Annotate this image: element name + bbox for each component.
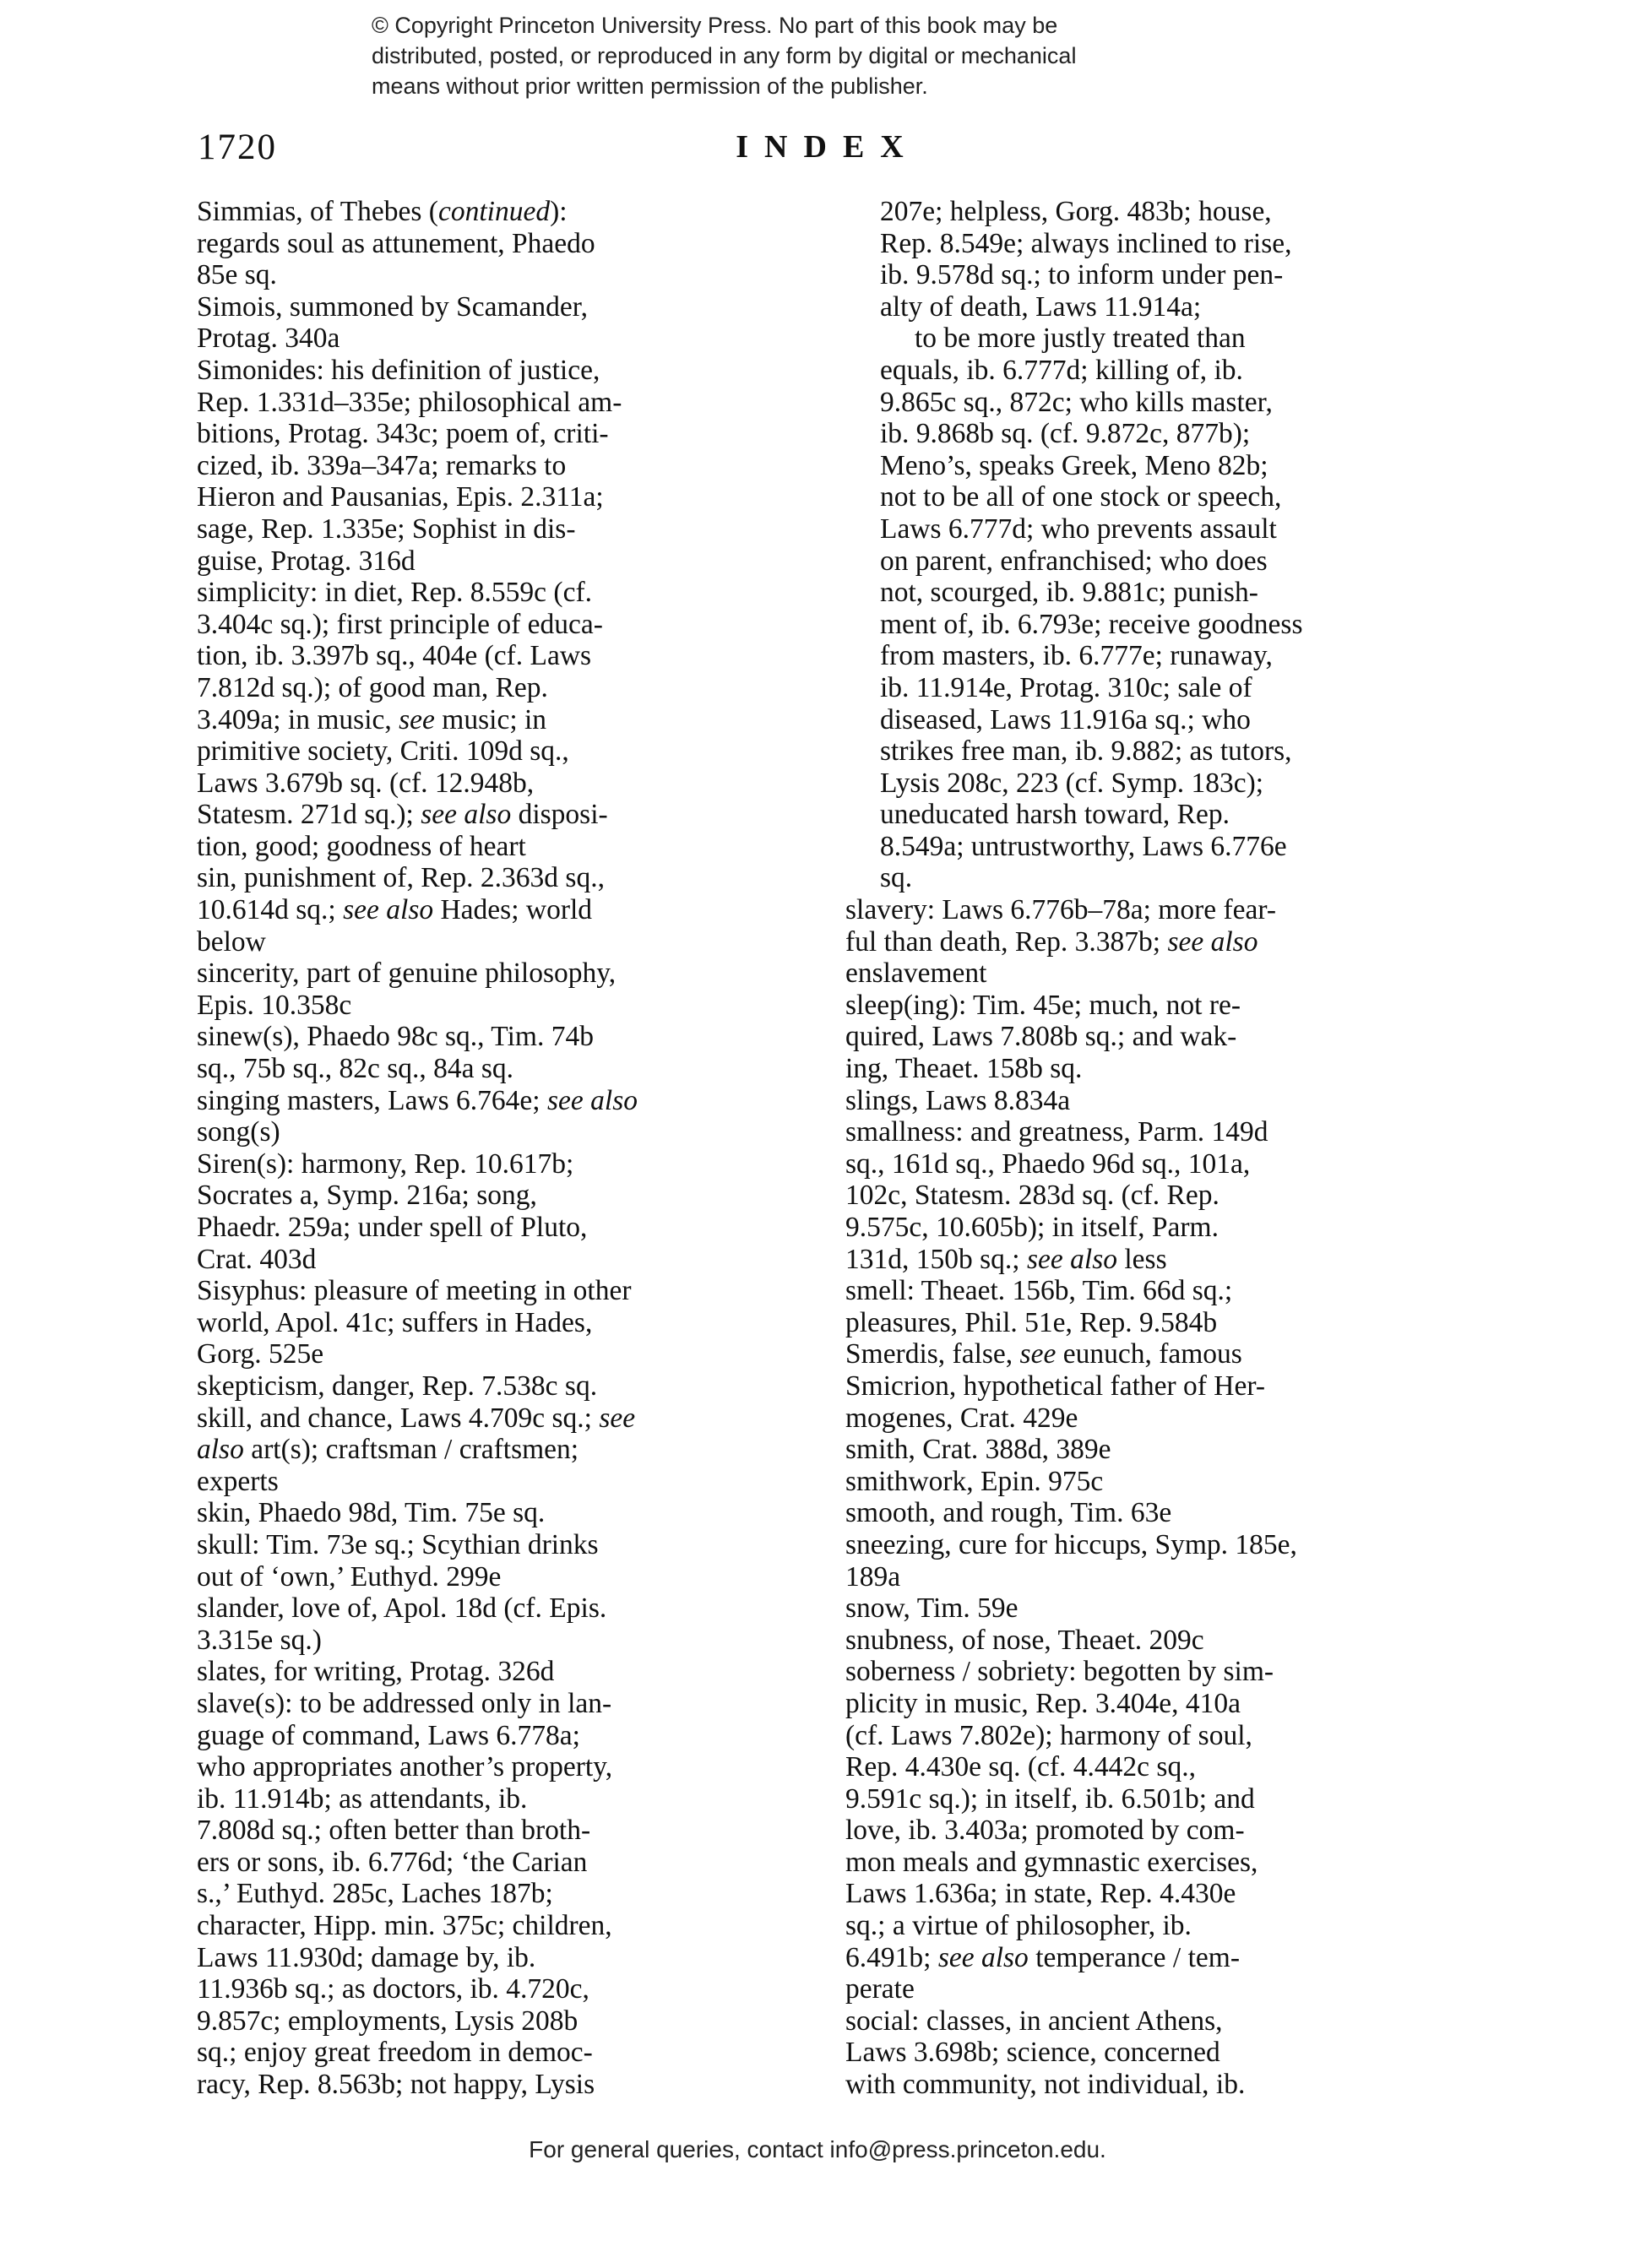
index-entry-line: sq., 161d sq., Phaedo 96d sq., 101a, [845, 1148, 1251, 1180]
index-entry-line: skepticism, danger, Rep. 7.538c sq. [197, 1370, 598, 1402]
index-entry-line: slave(s): to be addressed only in lan- [197, 1687, 612, 1719]
index-entry [197, 1085, 796, 1148]
index-entry-line: song(s) [197, 1116, 280, 1148]
index-entry-line: Statesm. 271d sq.); see also disposi- [197, 799, 608, 831]
index-column-left [197, 196, 796, 2101]
copyright-line: means without prior written permission of the publisher. [372, 73, 928, 99]
index-entry-line: sage, Rep. 1.335e; Sophist in dis- [197, 513, 576, 545]
index-entry-line: perate [845, 1973, 915, 2005]
index-entry-line: 11.936b sq.; as doctors, ib. 4.720c, [197, 1973, 589, 2005]
index-entry-line: ing, Theaet. 158b sq. [845, 1053, 1083, 1085]
index-entry [197, 1021, 796, 1084]
index-entry-line: ib. 9.578d sq.; to inform under pen- [880, 259, 1284, 291]
index-entry [845, 1116, 1445, 1275]
index-entry-line: guise, Protag. 316d [197, 545, 416, 577]
index-entry-line: slates, for writing, Protag. 326d [197, 1656, 555, 1688]
index-entry [845, 1529, 1445, 1592]
index-entry-line: with community, not individual, ib. [845, 2069, 1246, 2101]
index-entry-line: Laws 6.777d; who prevents assault [880, 513, 1277, 545]
copyright-notice [372, 10, 1301, 101]
index-entry-line: Smerdis, false, see eunuch, famous [845, 1338, 1242, 1370]
index-entry-line: ful than death, Rep. 3.387b; see also [845, 925, 1258, 958]
index-entry-line: sq.; enjoy great freedom in democ- [197, 2037, 593, 2069]
index-entry-line: Meno’s, speaks Greek, Meno 82b; [880, 449, 1268, 481]
index-entry [197, 1656, 796, 1688]
index-entry-line: Protag. 340a [197, 323, 340, 355]
index-entry-line: slavery: Laws 6.776b–78a; more fear- [845, 894, 1277, 926]
index-entry [845, 1625, 1445, 1657]
index-entry-line: skull: Tim. 73e sq.; Scythian drinks [197, 1528, 599, 1560]
index-entry-line: Phaedr. 259a; under spell of Pluto, [197, 1212, 588, 1243]
index-entry-line: not, scourged, ib. 9.881c; punish- [880, 577, 1258, 609]
index-entry-line: alty of death, Laws 11.914a; [880, 290, 1202, 323]
index-entry-line: (cf. Laws 7.802e); harmony of soul, [845, 1719, 1252, 1751]
index-entry [845, 1592, 1445, 1625]
index-entry-line: sinew(s), Phaedo 98c sq., Tim. 74b [197, 1021, 594, 1053]
index-entry-line: Gorg. 525e [197, 1338, 324, 1370]
index-entry-line: ers or sons, ib. 6.776d; ‘the Carian [197, 1846, 588, 1878]
index-entry-line: equals, ib. 6.777d; killing of, ib. [880, 354, 1243, 386]
index-entry-line: Simmias, of Thebes (continued): [197, 196, 568, 227]
index-entry-line: Simois, summoned by Scamander, [197, 290, 588, 323]
index-entry-line: Laws 3.698b; science, concerned [845, 2037, 1220, 2069]
index-entry [197, 1529, 796, 1592]
index-entry-line: 7.812d sq.); of good man, Rep. [197, 671, 548, 703]
index-entry-line: bitions, Protag. 343c; poem of, criti- [197, 418, 609, 450]
index-entry-line: 3.315e sq.) [197, 1624, 322, 1656]
index-entry-line: tion, ib. 3.397b sq., 404e (cf. Laws [197, 640, 592, 672]
index-entry [845, 355, 1445, 894]
index-entry-line: Sisyphus: pleasure of meeting in other [197, 1275, 632, 1307]
index-entry-line: love, ib. 3.403a; promoted by com- [845, 1815, 1245, 1847]
index-entry-line: smallness: and greatness, Parm. 149d [845, 1116, 1268, 1148]
index-entry-line: ment of, ib. 6.793e; receive goodness [880, 608, 1303, 640]
index-entry [197, 196, 796, 291]
index-entry-line: sq., 75b sq., 82c sq., 84a sq. [197, 1053, 514, 1085]
index-entry-line: Rep. 8.549e; always inclined to rise, [880, 227, 1292, 259]
index-entry-line: s.,’ Euthyd. 285c, Laches 187b; [197, 1878, 553, 1910]
index-entry-line: cized, ib. 339a–347a; remarks to [197, 449, 567, 481]
index-entry-line: Lysis 208c, 223 (cf. Symp. 183c); [880, 767, 1264, 799]
index-entry-line: sincerity, part of genuine philosophy, [197, 958, 617, 990]
index-entry-line: 6.491b; see also temperance / tem- [845, 1941, 1240, 1973]
index-entry [845, 1085, 1445, 1117]
index-entry-line: 3.404c sq.); first principle of educa- [197, 608, 603, 640]
index-entry-line: mogenes, Crat. 429e [845, 1402, 1078, 1434]
index-entry-line: 102c, Statesm. 283d sq. (cf. Rep. [845, 1180, 1219, 1212]
index-entry [197, 1592, 796, 1656]
index-entry [845, 1275, 1445, 1338]
index-entry-line: from masters, ib. 6.777e; runaway, [880, 640, 1273, 672]
index-entry-line: smooth, and rough, Tim. 63e [845, 1497, 1172, 1529]
index-entry-line: 10.614d sq.; see also Hades; world [197, 894, 593, 926]
index-entry [845, 894, 1445, 990]
index-entry-line: skill, and chance, Laws 4.709c sq.; see [197, 1402, 636, 1434]
index-entry [197, 1403, 796, 1498]
page-number: 1720 [198, 128, 277, 167]
index-entry-line: 9.575c, 10.605b); in itself, Parm. [845, 1212, 1219, 1243]
index-entry-line: sin, punishment of, Rep. 2.363d sq., [197, 862, 605, 894]
running-head [198, 127, 1458, 177]
index-entry-line: sq.; a virtue of philosopher, ib. [845, 1910, 1192, 1942]
index-column-right [845, 196, 1445, 2101]
index-entry-line: who appropriates another’s property, [197, 1751, 613, 1783]
index-entry-line: smell: Theaet. 156b, Tim. 66d sq.; [845, 1275, 1233, 1307]
index-entry-line: quired, Laws 7.808b sq.; and wak- [845, 1021, 1237, 1053]
index-entry-line: guage of command, Laws 6.778a; [197, 1719, 580, 1751]
index-entry [197, 291, 796, 355]
index-entry-line: Socrates a, Symp. 216a; song, [197, 1180, 537, 1212]
index-entry [197, 1497, 796, 1529]
index-entry [197, 862, 796, 958]
index-entry-line: 7.808d sq.; often better than broth- [197, 1815, 591, 1847]
index-entry-line: smithwork, Epin. 975c [845, 1465, 1104, 1497]
index-entry-line: smith, Crat. 388d, 389e [845, 1434, 1111, 1466]
index-entry-line: 9.857c; employments, Lysis 208b [197, 2005, 578, 2037]
index-entry-line: 8.549a; untrustworthy, Laws 6.776e [880, 830, 1287, 862]
index-entry [197, 1275, 796, 1370]
index-entry-line: singing masters, Laws 6.764e; see also [197, 1084, 638, 1116]
index-entry-line: Siren(s): harmony, Rep. 10.617b; [197, 1148, 574, 1180]
index-entry-line: 131d, 150b sq.; see also less [845, 1243, 1167, 1275]
index-entry-line: sneezing, cure for hiccups, Symp. 185e, [845, 1528, 1297, 1560]
index-entry [845, 323, 1445, 355]
index-entry-line: character, Hipp. min. 375c; children, [197, 1910, 612, 1942]
index-entry-line: social: classes, in ancient Athens, [845, 2005, 1223, 2037]
index-entry-line: Laws 3.679b sq. (cf. 12.948b, [197, 767, 535, 799]
index-entry-line: 3.409a; in music, see music; in [197, 703, 547, 735]
index-entry [845, 1338, 1445, 1370]
index-entry-line: to be more justly treated than [915, 323, 1246, 355]
copyright-line: © Copyright Princeton University Press. No part of this book may be [372, 13, 1058, 38]
index-entry-line: 9.591c sq.); in itself, ib. 6.501b; and [845, 1782, 1255, 1815]
index-entry-line: Laws 1.636a; in state, Rep. 4.430e [845, 1878, 1236, 1910]
index-entry-line: Smicrion, hypothetical father of Her- [845, 1370, 1266, 1402]
index-entry-line: primitive society, Criti. 109d sq., [197, 735, 569, 768]
index-entry [845, 1434, 1445, 1466]
index-entry-line: out of ‘own,’ Euthyd. 299e [197, 1560, 502, 1592]
index-entry-line: 207e; helpless, Gorg. 483b; house, [880, 196, 1272, 227]
index-entry-line: Simonides: his definition of justice, [197, 354, 600, 386]
index-entry [845, 1370, 1445, 1434]
index-entry-line: pleasures, Phil. 51e, Rep. 9.584b [845, 1306, 1218, 1338]
index-entry-line: snow, Tim. 59e [845, 1592, 1018, 1625]
index-entry-line: sq. [880, 862, 913, 894]
index-entry [197, 1370, 796, 1403]
index-entry-line: world, Apol. 41c; suffers in Hades, [197, 1306, 593, 1338]
index-entry-line: Hieron and Pausanias, Epis. 2.311a; [197, 481, 604, 513]
index-entry-line: slings, Laws 8.834a [845, 1084, 1071, 1116]
footer-contact: For general queries, contact info@press.princeton.edu. [529, 2136, 1106, 2162]
index-entry-line: 189a [845, 1560, 901, 1592]
index-entry [845, 1466, 1445, 1498]
index-entry-line: not to be all of one stock or speech, [880, 481, 1282, 513]
index-entry-line: Crat. 403d [197, 1243, 317, 1275]
index-entry-line: also art(s); craftsman / craftsmen; [197, 1434, 579, 1466]
index-entry [845, 1656, 1445, 2005]
index-entry-line: regards soul as attunement, Phaedo [197, 227, 595, 259]
index-entry-line: slander, love of, Apol. 18d (cf. Epis. [197, 1592, 607, 1625]
index-entry [197, 355, 796, 577]
index-entry [197, 1688, 796, 2101]
index-entry [845, 1497, 1445, 1529]
copyright-line: distributed, posted, or reproduced in any form by digital or mechanical [372, 43, 1077, 68]
index-entry-line: simplicity: in diet, Rep. 8.559c (cf. [197, 577, 592, 609]
index-entry-line: below [197, 925, 266, 958]
index-entry [197, 958, 796, 1021]
index-entry-line: plicity in music, Rep. 3.404e, 410a [845, 1687, 1241, 1719]
index-entry-line: Rep. 4.430e sq. (cf. 4.442c sq., [845, 1751, 1196, 1783]
index-entry-line: snubness, of nose, Theaet. 209c [845, 1624, 1204, 1656]
index-entry-line: on parent, enfranchised; who does [880, 545, 1268, 577]
index-entry-line: ib. 11.914e, Protag. 310c; sale of [880, 671, 1252, 703]
index-entry-line: racy, Rep. 8.563b; not happy, Lysis [197, 2069, 595, 2101]
index-entry-line: tion, good; goodness of heart [197, 830, 526, 862]
index-entry [197, 1148, 796, 1275]
index-entry-line: soberness / sobriety: begotten by sim- [845, 1656, 1274, 1688]
index-entry-line: sleep(ing): Tim. 45e; much, not re- [845, 989, 1241, 1021]
index-entry-line: ib. 11.914b; as attendants, ib. [197, 1782, 528, 1815]
index-entry [845, 2005, 1445, 2101]
index-entry [845, 196, 1445, 323]
index-entry-line: strikes free man, ib. 9.882; as tutors, [880, 735, 1292, 768]
index-entry-line: Rep. 1.331d–335e; philosophical am- [197, 386, 622, 418]
index-entry-line: Epis. 10.358c [197, 989, 352, 1021]
index-entry-line: diseased, Laws 11.916a sq.; who [880, 703, 1251, 735]
index-entry-line: mon meals and gymnastic exercises, [845, 1846, 1258, 1878]
index-entry-line: 9.865c sq., 872c; who kills master, [880, 386, 1273, 418]
index-entry [197, 577, 796, 862]
index-entry-line: uneducated harsh toward, Rep. [880, 799, 1230, 831]
index-entry-line: 85e sq. [197, 259, 277, 291]
index-entry [845, 990, 1445, 1085]
index-entry-line: Laws 11.930d; damage by, ib. [197, 1941, 536, 1973]
section-title: INDEX [736, 129, 920, 165]
index-entry-line: ib. 9.868b sq. (cf. 9.872c, 877b); [880, 418, 1251, 450]
index-entry-line: experts [197, 1465, 279, 1497]
index-entry-line: skin, Phaedo 98d, Tim. 75e sq. [197, 1497, 546, 1529]
index-entry-line: enslavement [845, 958, 987, 990]
